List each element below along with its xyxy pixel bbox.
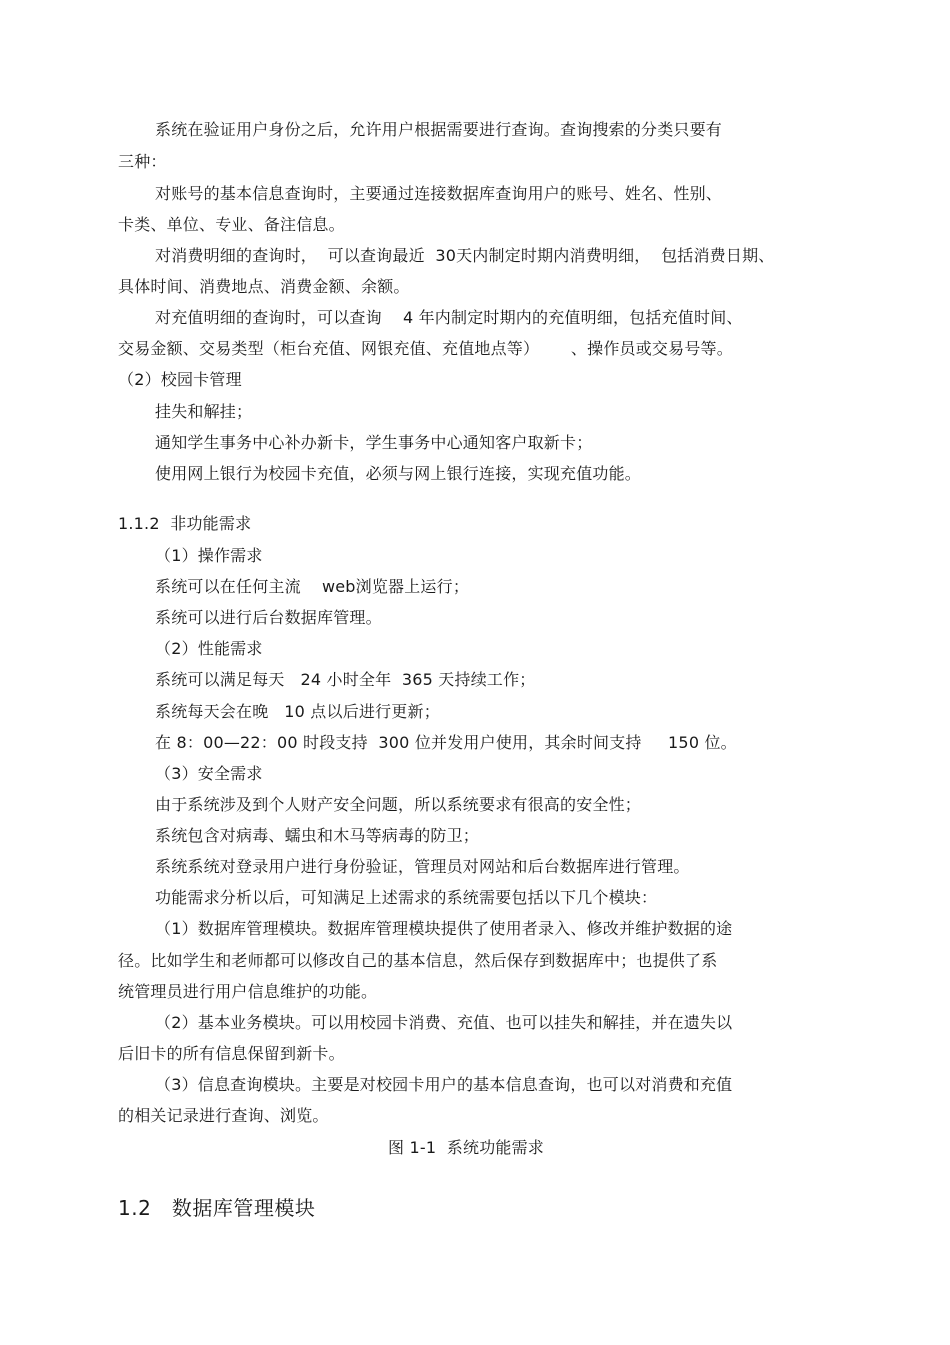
paragraph-line: 对消费明细的查询时， 可以查询最近 30天内制定时期内消费明细， 包括消费日期、 [155, 246, 775, 265]
list-item: 挂失和解挂； [155, 402, 253, 421]
list-heading: （2）校园卡管理 [118, 370, 242, 389]
section-heading-1-1-2: 1.1.2 非功能需求 [118, 514, 252, 533]
subsection-heading: （1）操作需求 [155, 546, 263, 565]
paragraph-line: 三种： [118, 152, 167, 171]
list-item: 由于系统涉及到个人财产安全问题，所以系统要求有很高的安全性； [155, 795, 642, 814]
figure-caption: 图 1-1 系统功能需求 [388, 1138, 544, 1157]
list-item: 系统每天会在晚 10 点以后进行更新； [155, 702, 440, 721]
list-item: 系统包含对病毒、蠕虫和木马等病毒的防卫； [155, 826, 480, 845]
paragraph-line: （1）数据库管理模块。数据库管理模块提供了使用者录入、修改并维护数据的途 [155, 919, 733, 938]
paragraph-line: 的相关记录进行查询、浏览。 [118, 1106, 329, 1125]
paragraph-line: 对充值明细的查询时，可以查询 4 年内制定时期内的充值明细，包括充值时间、 [155, 308, 743, 327]
list-item: 使用网上银行为校园卡充值，必须与网上银行连接，实现充值功能。 [155, 464, 642, 483]
paragraph-line: （3）信息查询模块。主要是对校园卡用户的基本信息查询，也可以对消费和充值 [155, 1075, 733, 1094]
paragraph-line: 后旧卡的所有信息保留到新卡。 [118, 1044, 345, 1063]
paragraph-line: （2）基本业务模块。可以用校园卡消费、充值、也可以挂失和解挂，并在遗失以 [155, 1013, 733, 1032]
list-item: 在 8：00—22：00 时段支持 300 位并发用户使用，其余时间支持 150 位。 [155, 733, 737, 752]
list-item: 系统系统对登录用户进行身份验证，管理员对网站和后台数据库进行管理。 [155, 857, 690, 876]
list-item: 系统可以在任何主流 web浏览器上运行； [155, 577, 470, 596]
paragraph-line: 功能需求分析以后，可知满足上述需求的系统需要包括以下几个模块： [155, 888, 658, 907]
paragraph-line: 卡类、单位、专业、备注信息。 [118, 215, 345, 234]
paragraph-line: 统管理员进行用户信息维护的功能。 [118, 982, 378, 1001]
paragraph-line: 径。比如学生和老师都可以修改自己的基本信息，然后保存到数据库中；也提供了系 [118, 951, 718, 970]
paragraph-line: 系统在验证用户身份之后，允许用户根据需要进行查询。查询搜索的分类只要有 [155, 120, 723, 139]
paragraph-line: 对账号的基本信息查询时，主要通过连接数据库查询用户的账号、姓名、性别、 [155, 184, 723, 203]
subsection-heading: （3）安全需求 [155, 764, 263, 783]
list-item: 通知学生事务中心补办新卡，学生事务中心通知客户取新卡； [155, 433, 593, 452]
section-heading-1-2: 1.2 数据库管理模块 [118, 1196, 316, 1220]
list-item: 系统可以满足每天 24 小时全年 365 天持续工作； [155, 670, 536, 689]
list-item: 系统可以进行后台数据库管理。 [155, 608, 382, 627]
paragraph-line: 交易金额、交易类型（柜台充值、网银充值、充值地点等） 、操作员或交易号等。 [118, 339, 733, 358]
paragraph-line: 具体时间、消费地点、消费金额、余额。 [118, 277, 410, 296]
subsection-heading: （2）性能需求 [155, 639, 263, 658]
